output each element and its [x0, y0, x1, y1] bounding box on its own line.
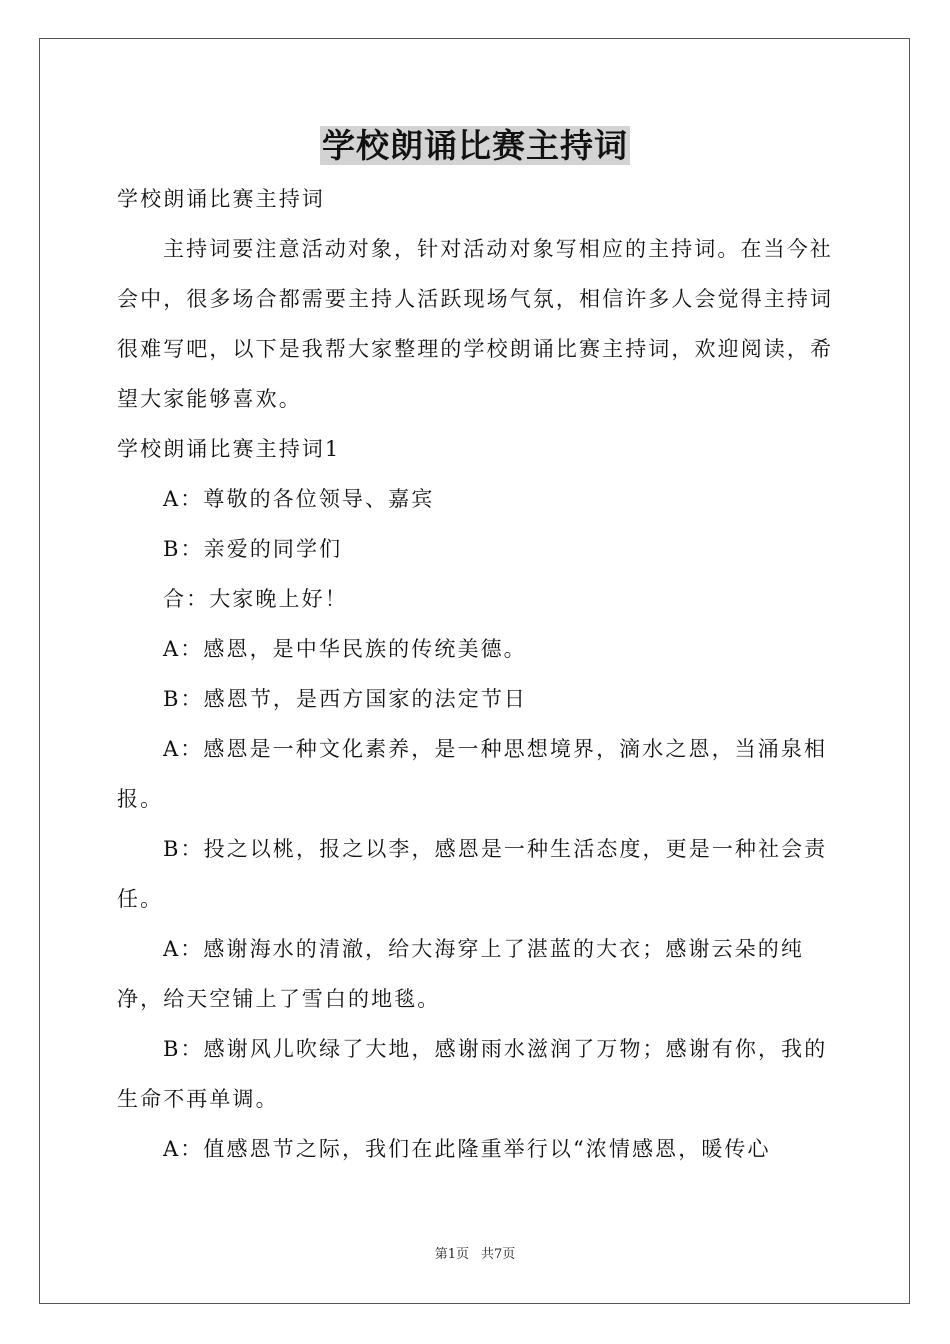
paragraph: A：感恩是一种文化素养，是一种思想境界，滴水之恩，当涌泉相报。 [117, 737, 828, 811]
paragraph: 学校朗诵比赛主持词 [117, 187, 325, 211]
paragraph: B：亲爱的同学们 [163, 537, 343, 561]
paragraph: A：尊敬的各位领导、嘉宾 [163, 487, 435, 511]
paragraph: B：感恩节，是西方国家的法定节日 [163, 687, 528, 711]
paragraph: A：感谢海水的清澈，给大海穿上了湛蓝的大衣；感谢云朵的纯净，给天空铺上了雪白的地毯。 [117, 937, 804, 1011]
document-body [117, 174, 835, 1174]
page-number-total: 共7页 [481, 1247, 516, 1262]
paragraph: A：感恩，是中华民族的传统美德。 [163, 637, 527, 661]
paragraph: A：值感恩节之际，我们在此隆重举行以“浓情感恩，暖传心 [163, 1137, 771, 1161]
paragraph: 学校朗诵比赛主持词1 [117, 437, 341, 461]
page-footer [0, 1246, 950, 1264]
paragraph: 合：大家晚上好！ [163, 587, 348, 611]
paragraph: B：感谢风儿吹绿了大地，感谢雨水滋润了万物；感谢有你，我的生命不再单调。 [117, 1037, 828, 1111]
paragraph: B：投之以桃，报之以李，感恩是一种生活态度，更是一种社会责任。 [117, 837, 828, 911]
document-title-text: 学校朗诵比赛主持词 [322, 126, 628, 165]
document-title [0, 124, 950, 168]
page-number-current: 第1页 [434, 1247, 469, 1262]
paragraph: 主持词要注意活动对象，针对活动对象写相应的主持词。在当今社会中，很多场合都需要主持人活跃现场气氛，相信许多人会觉得主持词很难写吧，以下是我帮大家整理的学校朗诵比赛主持词，欢迎阅读，希望大家能够喜欢。 [117, 237, 834, 411]
